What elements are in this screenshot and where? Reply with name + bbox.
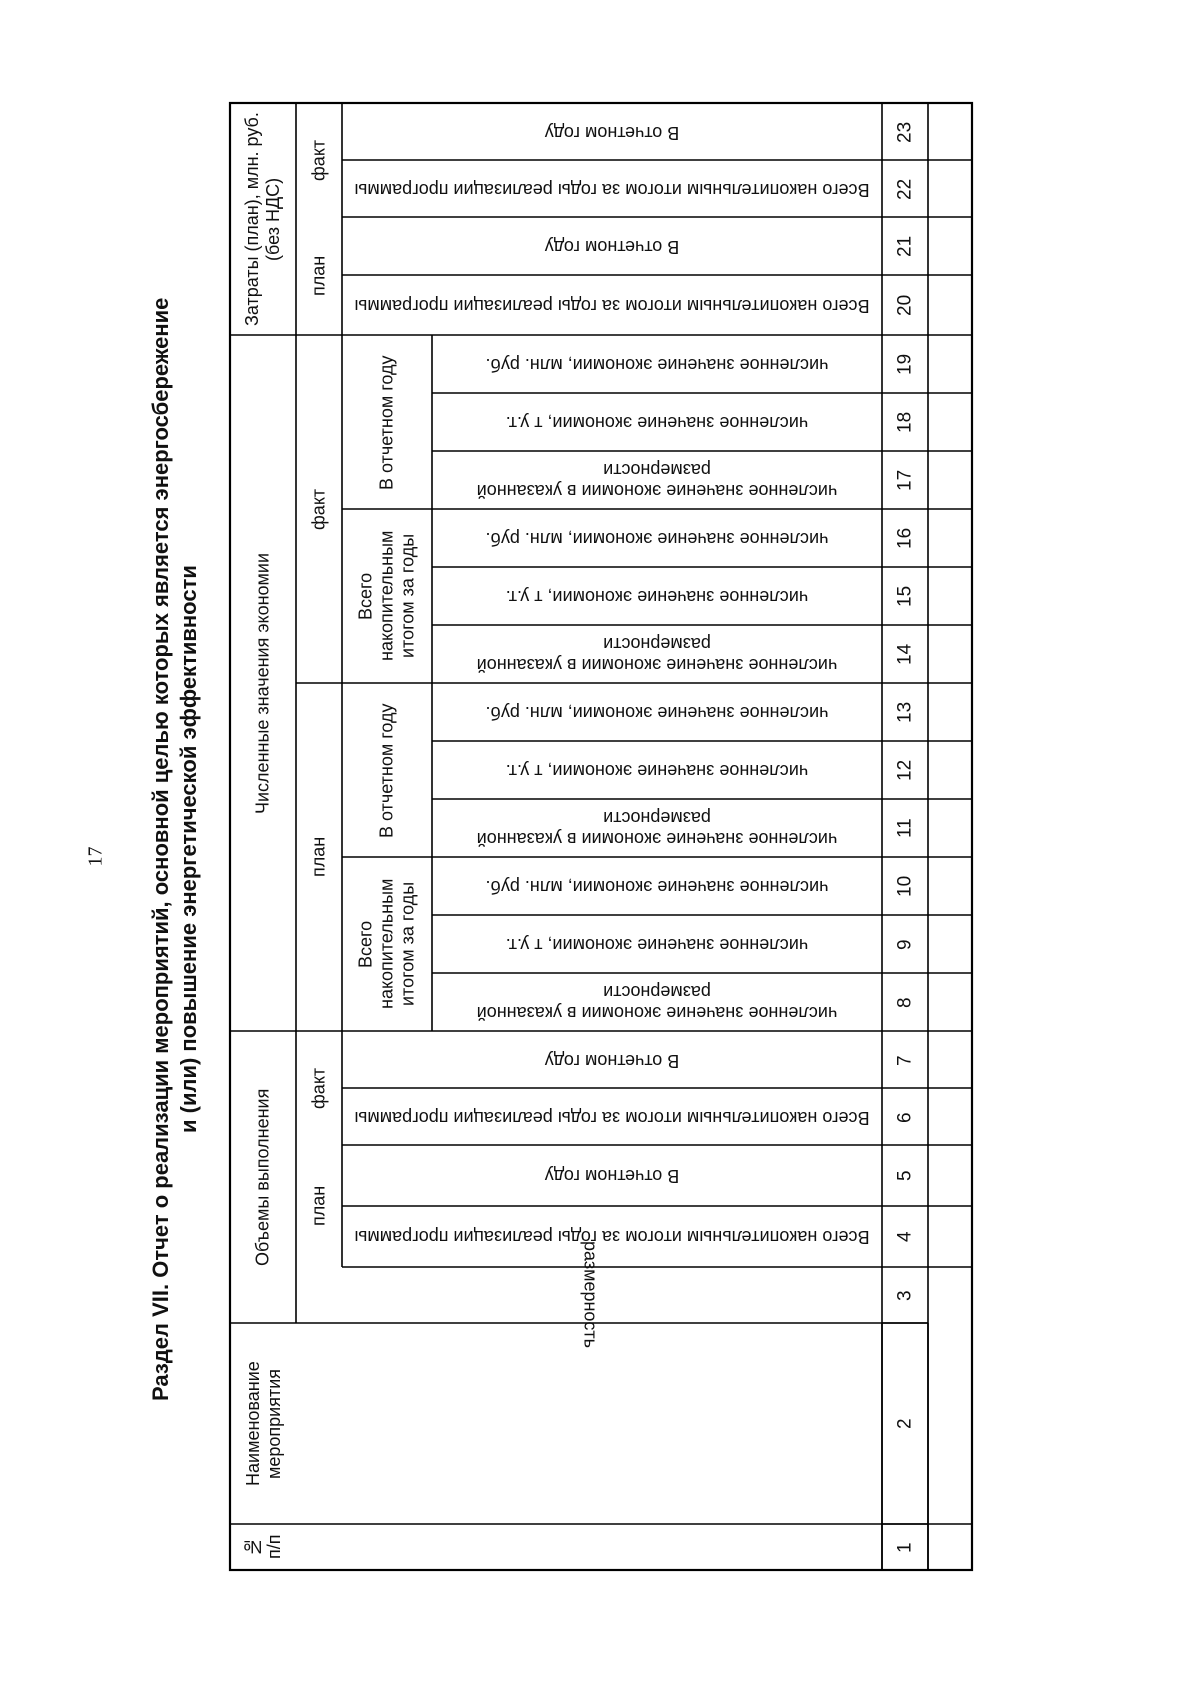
column-number-8: 8 [894, 997, 916, 1008]
column-number-5: 5 [894, 1170, 916, 1182]
table-row-cell-5 [929, 1147, 971, 1205]
col14-header: численное значение экономии в указанной размерности [476, 634, 838, 676]
fact-cumulative-years: Всего накопительным итогом за годы [355, 530, 418, 662]
header-dimension: размерность [580, 1241, 601, 1349]
column-number-21: 21 [894, 235, 916, 258]
numeric-plan: план [308, 836, 329, 878]
column-number-14: 14 [894, 643, 916, 666]
col11-header: численное значение экономии в указанной размерности [476, 808, 838, 850]
col6-header: Всего накопительным итогом за годы реализации программы [354, 1108, 870, 1128]
column-number-6: 6 [894, 1112, 916, 1123]
table-row-cell-19 [929, 337, 971, 392]
col7-header: В отчетном году [544, 1051, 680, 1071]
col22-header: Всего накопительным итогом за годы реализации программы [354, 180, 870, 200]
column-number-12: 12 [894, 759, 916, 782]
column-number-7: 7 [894, 1055, 916, 1066]
table-row-cell-10 [929, 859, 971, 914]
column-number-10: 10 [894, 875, 916, 898]
title-line-1: Раздел VII. Отчет о реализации мероприятий, основной целью которых является энергосбережение [148, 297, 173, 1401]
header-volumes: Объемы выполнения [252, 1088, 273, 1266]
volumes-plan: план [308, 1185, 329, 1227]
numeric-fact: факт [308, 488, 329, 530]
column-number-13: 13 [894, 701, 916, 724]
volumes-fact: факт [308, 1067, 329, 1109]
table-row-cell-18 [929, 395, 971, 450]
table-row-cell-23 [929, 105, 971, 160]
column-number-18: 18 [894, 411, 916, 434]
column-number-4: 4 [894, 1231, 916, 1243]
table-row-cell-4 [929, 1208, 971, 1266]
table-row-cell-3 [929, 1269, 971, 1322]
col9-header: численное значение экономии, т у.т. [505, 935, 809, 955]
table-row-cell-7 [929, 1033, 971, 1088]
title-line-2: и (или) повышение энергетической эффективности [176, 565, 201, 1133]
column-number-19: 19 [894, 353, 916, 376]
page-number: 17 [84, 846, 107, 867]
table-row-cell-11 [929, 801, 971, 856]
table-row-cell-12 [929, 743, 971, 798]
table-row-cell-16 [929, 511, 971, 566]
column-number-16: 16 [894, 527, 916, 550]
column-number-2: 2 [894, 1418, 916, 1430]
table-row-cell-1 [929, 1526, 971, 1569]
col13-header: численное значение экономии, млн. руб. [485, 703, 829, 723]
column-number-11: 11 [894, 818, 916, 839]
col10-header: численное значение экономии, млн. руб. [485, 877, 829, 897]
costs-plan: план [308, 255, 329, 297]
table-row-cell-6 [929, 1090, 971, 1145]
col18-header: численное значение экономии, т у.т. [505, 413, 809, 433]
column-number-20: 20 [894, 294, 916, 317]
costs-fact: факт [308, 139, 329, 181]
col20-header: Всего накопительным итогом за годы реализации программы [354, 296, 870, 316]
column-number-1: 1 [894, 1542, 916, 1553]
fact-current-year: В отчетном году [376, 355, 397, 491]
column-number-15: 15 [894, 585, 916, 608]
table-row-cell-15 [929, 569, 971, 624]
column-number-9: 9 [894, 939, 916, 950]
column-number-22: 22 [894, 178, 916, 201]
col4-header: Всего накопительным итогом за годы реализации программы [354, 1227, 870, 1248]
col17-header: численное значение экономии в указанной размерности [476, 460, 838, 502]
table-row-cell-20 [929, 277, 971, 334]
col19-header: численное значение экономии, млн. руб. [485, 355, 829, 375]
header-costs: Затраты (план), млн. руб. (без НДС) [242, 112, 283, 326]
table-row-cell-21 [929, 219, 971, 274]
plan-cumulative-years: Всего накопительным итогом за годы [355, 878, 418, 1010]
table-row-cell-13 [929, 685, 971, 740]
header-num: № п/п [243, 1534, 284, 1560]
column-number-3: 3 [894, 1290, 916, 1301]
col8-header: численное значение экономии в указанной размерности [476, 982, 838, 1024]
col15-header: численное значение экономии, т у.т. [505, 587, 809, 607]
plan-current-year: В отчетном году [376, 703, 397, 839]
table-row-cell-9 [929, 917, 971, 972]
table-row-cell-14 [929, 627, 971, 682]
col5-header: В отчетном году [544, 1166, 680, 1187]
col23-header: В отчетном году [544, 123, 680, 143]
column-number-23: 23 [894, 121, 916, 144]
col12-header: численное значение экономии, т у.т. [505, 761, 809, 781]
table-row-cell-22 [929, 162, 971, 217]
table-row-cell-8 [929, 975, 971, 1030]
header-numeric: Численные значения экономии [252, 552, 273, 814]
col16-header: численное значение экономии, млн. руб. [485, 529, 829, 549]
table-row-cell-2 [929, 1325, 971, 1523]
col21-header: В отчетном году [544, 237, 680, 257]
header-name: Наименование мероприятия [243, 1361, 284, 1486]
table-row-cell-17 [929, 453, 971, 508]
column-number-17: 17 [894, 469, 916, 492]
